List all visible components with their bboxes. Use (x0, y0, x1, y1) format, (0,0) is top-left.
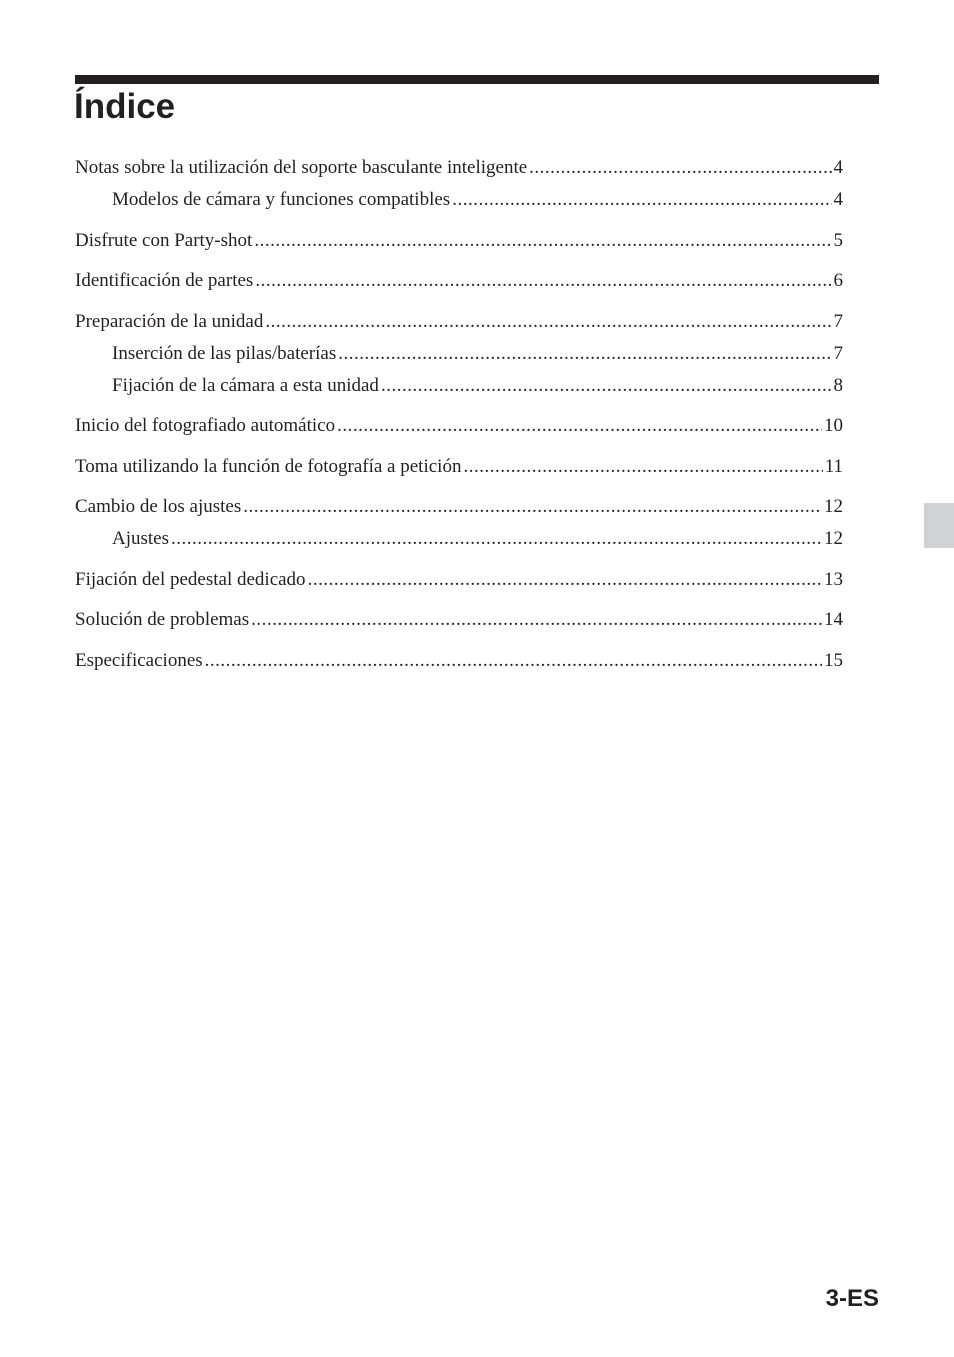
toc-subentry[interactable] (75, 370, 843, 402)
toc-entry[interactable] (75, 564, 843, 596)
toc-entry-page: 15 (824, 649, 843, 671)
dot-leader (243, 491, 822, 523)
dot-leader (205, 645, 822, 677)
dot-leader (338, 338, 831, 370)
toc-entry[interactable] (75, 410, 843, 442)
toc-entry[interactable] (75, 451, 843, 483)
toc-entry-label: Especificaciones (75, 649, 203, 671)
toc-entry[interactable] (75, 604, 843, 636)
toc-entry-label: Toma utilizando la función de fotografía a petición (75, 455, 462, 477)
page-title: Índice (74, 87, 176, 126)
toc-entry-label: Disfrute con Party-shot (75, 229, 253, 251)
dot-leader (452, 184, 831, 216)
toc-entry[interactable] (75, 645, 843, 677)
toc-entry-page: 13 (824, 568, 843, 590)
section-thumb-tab (924, 503, 954, 548)
toc-entry-page: 6 (833, 270, 843, 291)
toc-entry-label: Fijación del pedestal dedicado (75, 568, 306, 590)
table-of-contents (75, 152, 843, 677)
toc-entry-page: 7 (833, 342, 843, 364)
toc-entry-label: Inicio del fotografiado automático (75, 415, 336, 436)
toc-entry-label: Fijación de la cámara a esta unidad (112, 374, 379, 396)
dot-leader (254, 225, 831, 257)
toc-entry-page: 4 (833, 157, 843, 178)
toc-entry-label: Modelos de cámara y funciones compatibles (112, 189, 451, 210)
toc-entry-label: Notas sobre la utilización del soporte basculante inteligente (75, 157, 528, 178)
dot-leader (251, 604, 822, 636)
dot-leader (463, 451, 822, 483)
toc-entry-page: 14 (824, 609, 843, 630)
toc-entry-page: 7 (833, 310, 843, 332)
toc-entry-label: Identificación de partes (75, 270, 254, 291)
toc-entry-page: 10 (824, 415, 843, 436)
dot-leader (171, 523, 822, 555)
dot-leader (265, 306, 831, 338)
toc-entry-label: Solución de problemas (75, 609, 250, 630)
toc-subentry[interactable] (75, 184, 843, 216)
dot-leader (337, 410, 822, 442)
toc-entry[interactable] (75, 306, 843, 338)
toc-entry-label: Ajustes (112, 528, 169, 549)
toc-entry-page: 5 (833, 229, 843, 251)
toc-entry[interactable] (75, 265, 843, 297)
dot-leader (255, 265, 831, 297)
dot-leader (529, 152, 831, 184)
dot-leader (381, 370, 832, 402)
toc-entry[interactable] (75, 491, 843, 523)
toc-entry-page: 12 (824, 528, 843, 549)
toc-entry[interactable] (75, 152, 843, 184)
toc-entry-page: 4 (833, 189, 843, 210)
toc-entry[interactable] (75, 225, 843, 257)
title-rule (75, 75, 879, 84)
dot-leader (308, 564, 822, 596)
toc-subentry[interactable] (75, 338, 843, 370)
page-number: 3-ES (825, 1285, 879, 1312)
toc-entry-label: Preparación de la unidad (75, 310, 264, 332)
toc-entry-page: 12 (824, 496, 843, 517)
toc-entry-page: 8 (833, 374, 843, 396)
toc-entry-page: 11 (824, 455, 843, 477)
toc-entry-label: Inserción de las pilas/baterías (112, 342, 337, 364)
toc-entry-label: Cambio de los ajustes (75, 496, 242, 517)
toc-subentry[interactable] (75, 523, 843, 555)
